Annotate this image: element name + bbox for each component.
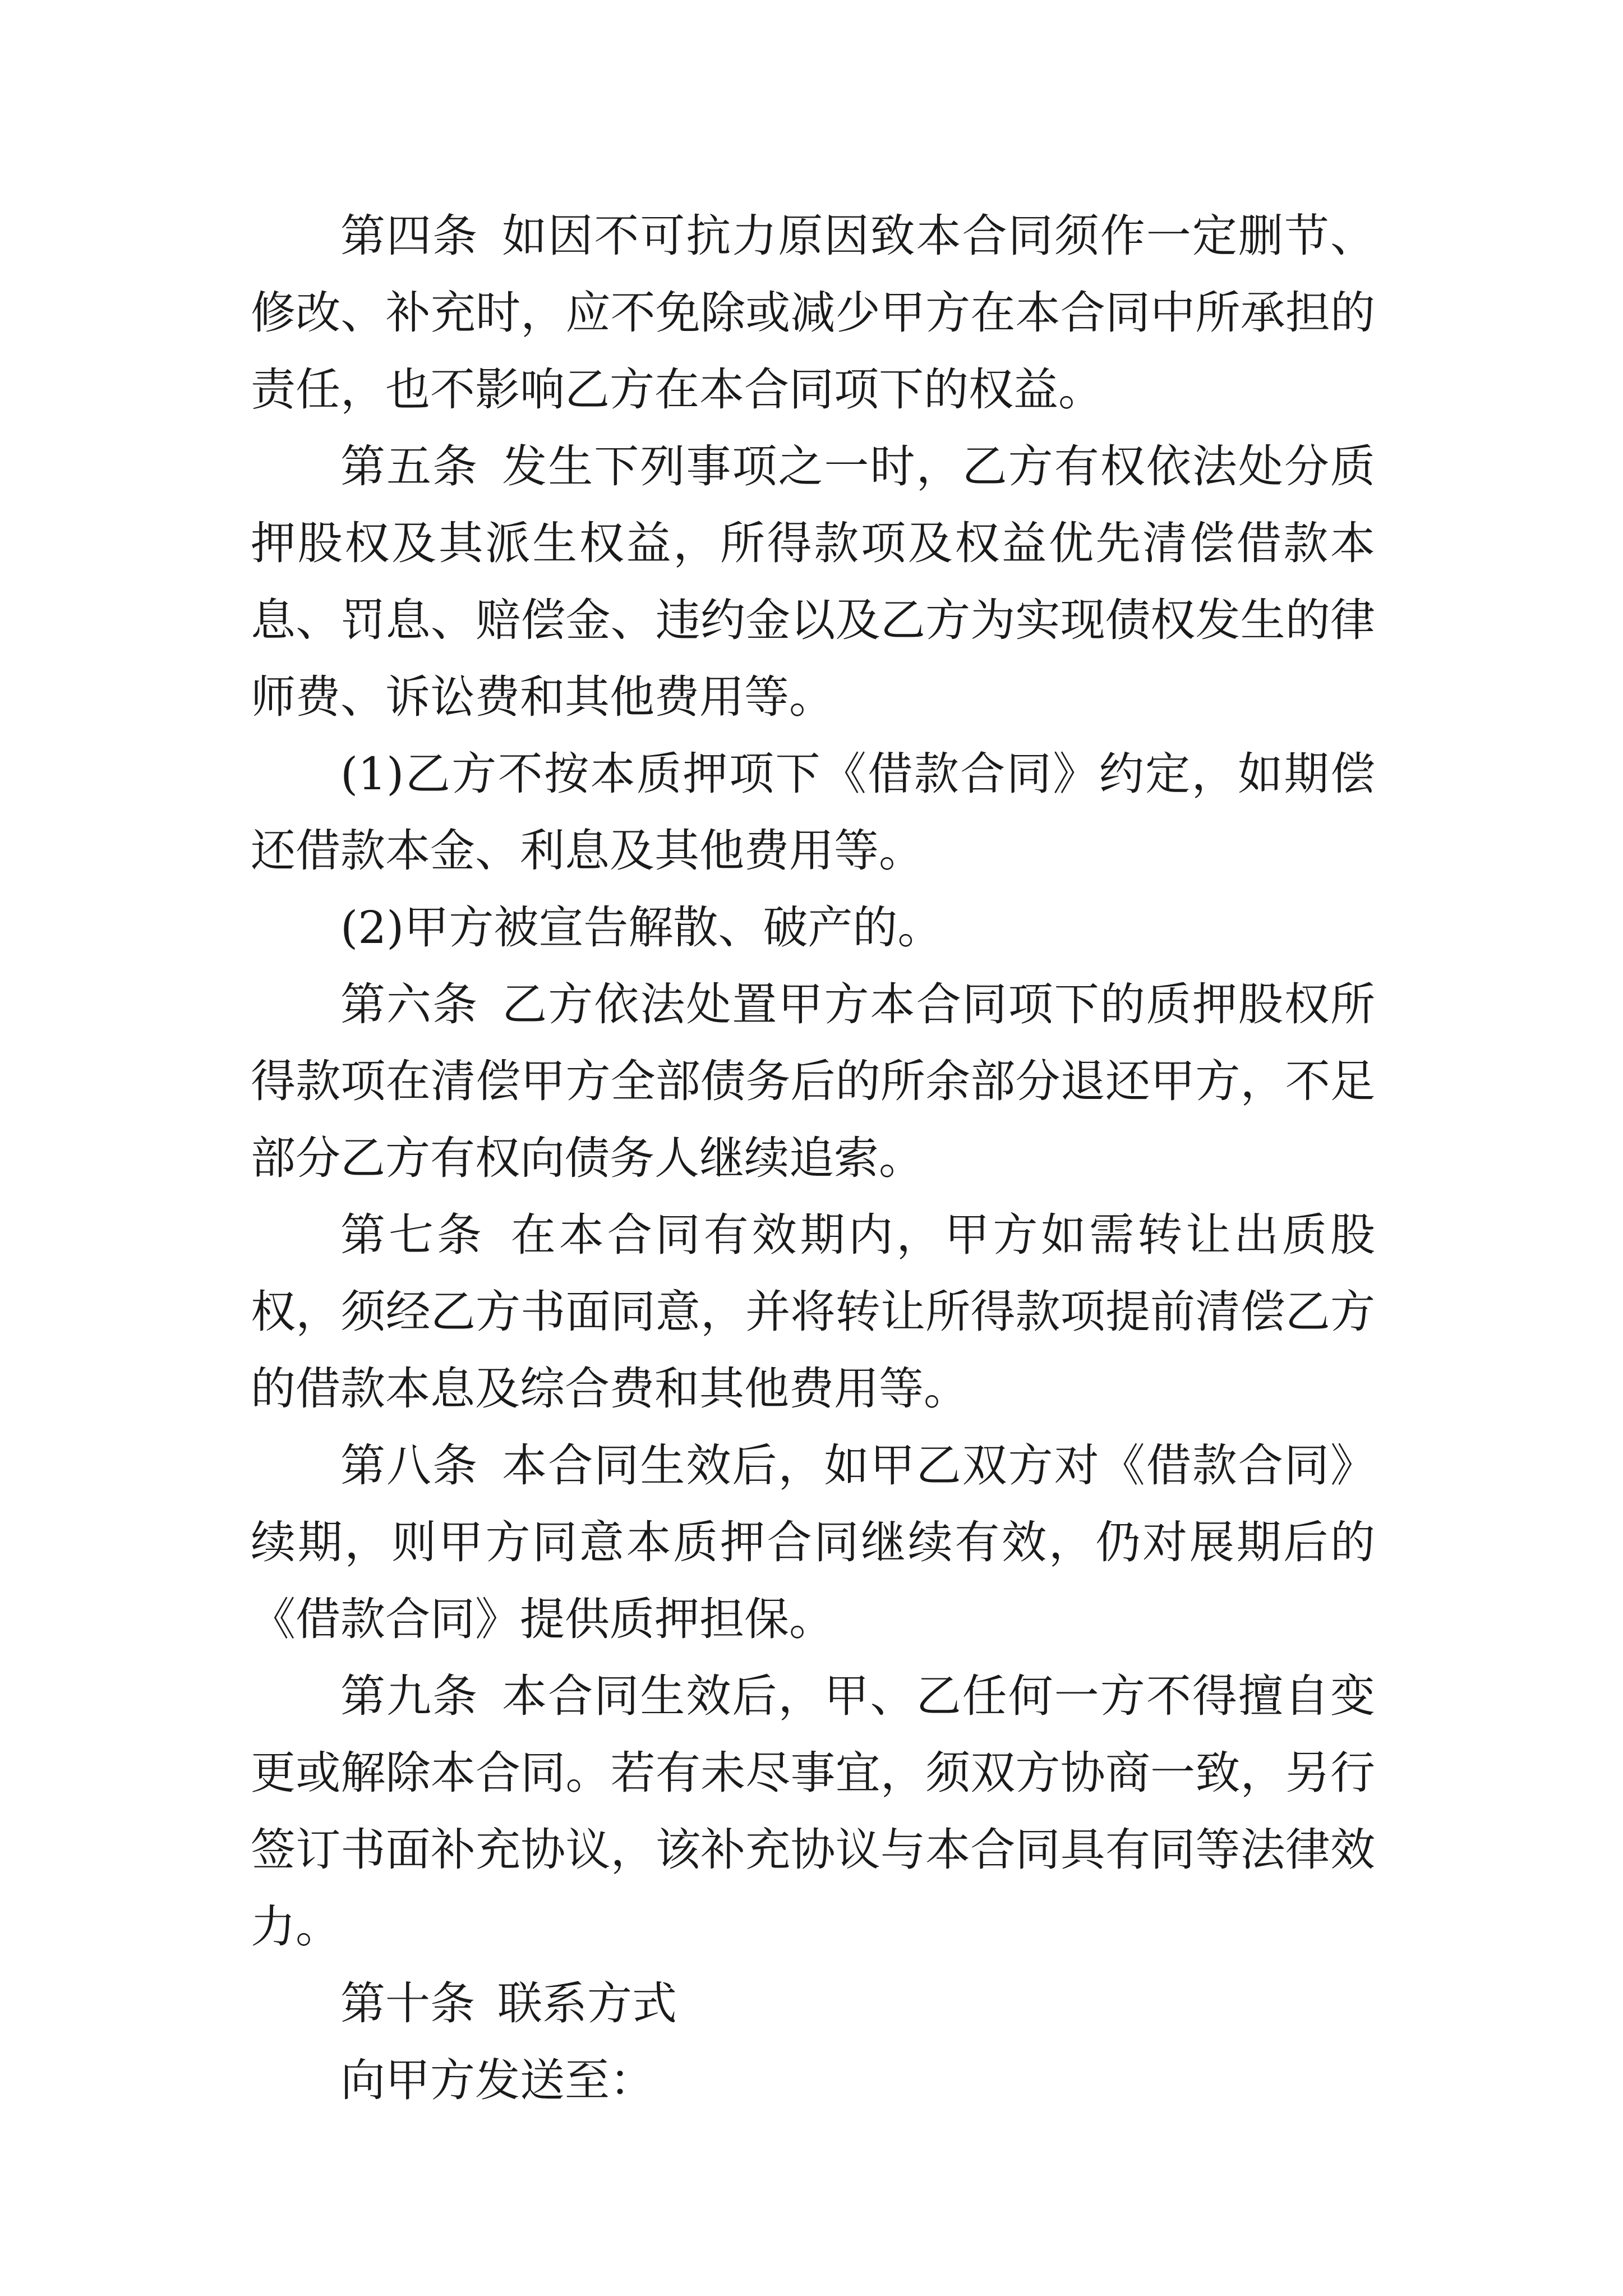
clause-text: 乙方依法处置甲方本合同项下的质押股权所得款项在清偿甲方全部债务后的所余部分退还甲方，不足部分乙方有权向债务人继续追索。 <box>251 978 1376 1184</box>
clause-text: 发生下列事项之一时，乙方有权依法处分质押股权及其派生权益，所得款项及权益优先清偿借款本息、罚息、赔偿金、违约金以及乙方为实现债权发生的律师费、诉讼费和其他费用等。 <box>251 440 1376 723</box>
document-body <box>251 197 1375 2119</box>
clause-5-item-2 <box>251 889 1375 966</box>
clause-text: (1)乙方不按本质押项下《借款合同》约定，如期偿还借款本金、利息及其他费用等。 <box>251 748 1375 877</box>
clause-5-item-1 <box>251 735 1375 889</box>
clause-8 <box>251 1427 1375 1658</box>
clause-heading: 第七条 <box>340 1209 485 1261</box>
clause-10 <box>251 1965 1375 2042</box>
clause-9 <box>251 1658 1375 1965</box>
clause-text: 如因不可抗力原因致本合同须作一定删节、修改、补充时，应不免除或减少甲方在本合同中所承担的责任，也不影响乙方在本合同项下的权益。 <box>251 210 1376 416</box>
clause-text: 向甲方发送至： <box>340 2054 654 2106</box>
clause-text: (2)甲方被宣告解散、破产的。 <box>340 901 943 954</box>
clause-text: 在本合同有效期内，甲方如需转让出质股权，须经乙方书面同意，并将转让所得款项提前清偿乙方的借款本息及综合费和其他费用等。 <box>251 1209 1376 1415</box>
clause-heading: 第六条 <box>340 978 479 1030</box>
clause-text: 联系方式 <box>497 1977 677 2030</box>
clause-7 <box>251 1197 1375 1427</box>
contact-line <box>251 2042 1375 2119</box>
clause-4 <box>251 197 1375 428</box>
clause-6 <box>251 966 1375 1197</box>
clause-heading: 第五条 <box>340 440 479 493</box>
clause-heading: 第八条 <box>340 1439 479 1492</box>
clause-text: 本合同生效后，甲、乙任何一方不得擅自变更或解除本合同。若有未尽事宜，须双方协商一致，另行签订书面补充协议，该补充协议与本合同具有同等法律效力。 <box>251 1670 1376 1953</box>
clause-heading: 第十条 <box>340 1977 475 2030</box>
clause-text: 本合同生效后，如甲乙双方对《借款合同》续期，则甲方同意本质押合同继续有效，仍对展期后的《借款合同》提供质押担保。 <box>251 1439 1376 1645</box>
clause-heading: 第九条 <box>340 1670 479 1722</box>
clause-heading: 第四条 <box>340 210 479 262</box>
clause-5 <box>251 428 1375 735</box>
